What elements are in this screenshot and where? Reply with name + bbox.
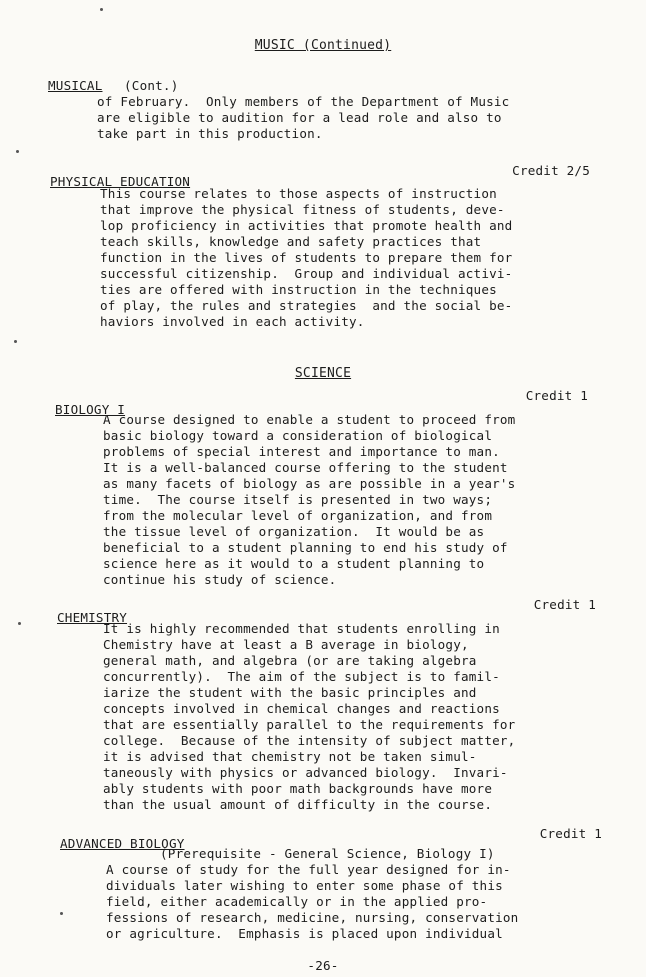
musical-line: of February. Only members of the Department of Music xyxy=(97,94,510,109)
physical-education-line: teach skills, knowledge and safety practices that xyxy=(100,234,482,249)
science-section-title: SCIENCE xyxy=(294,366,352,381)
page-number: -26- xyxy=(307,958,339,973)
physical-education-line: lop proficiency in activities that promote health and xyxy=(100,218,513,233)
chemistry-heading: CHEMISTRY xyxy=(57,610,128,625)
physical-education-line: haviors involved in each activity. xyxy=(100,314,365,329)
advanced-biology-line: or agriculture. Emphasis is placed upon individual xyxy=(106,926,503,941)
advanced-biology-credit: Credit 1 xyxy=(539,826,602,841)
biology-1-line: from the molecular level of organization, and from xyxy=(103,508,493,523)
chemistry-line: college. Because of the intensity of subject matter, xyxy=(103,733,516,748)
biology-1-credit: Credit 1 xyxy=(525,388,588,403)
musical-line: take part in this production. xyxy=(97,126,323,141)
musical-heading: MUSICAL xyxy=(48,78,103,93)
physical-education-credit: Credit 2/5 xyxy=(512,163,590,178)
advanced-biology-heading: ADVANCED BIOLOGY xyxy=(60,836,185,851)
chemistry-line: ably students with poor math backgrounds have more xyxy=(103,781,493,796)
advanced-biology-line: dividuals later wishing to enter some phase of this xyxy=(106,878,503,893)
chemistry-line: concepts involved in chemical changes and reactions xyxy=(103,701,500,716)
chemistry-line: taneously with physics or advanced biology. Invari- xyxy=(103,765,508,780)
chemistry-line: than the usual amount of difficulty in the course. xyxy=(103,797,493,812)
chemistry-line: iarize the student with the basic principles and xyxy=(103,685,477,700)
physical-education-line: ties are offered with instruction in the techniques xyxy=(100,282,497,297)
physical-education-line: function in the lives of students to prepare them for xyxy=(100,250,513,265)
biology-1-heading: BIOLOGY I xyxy=(55,402,126,417)
biology-1-line: continue his study of science. xyxy=(103,572,337,587)
biology-1-line: the tissue level of organization. It would be as xyxy=(103,524,485,539)
chemistry-line: Chemistry have at least a B average in biology, xyxy=(103,637,469,652)
advanced-biology-line: fessions of research, medicine, nursing, conservation xyxy=(106,910,519,925)
scan-speck xyxy=(14,340,17,343)
advanced-biology-prerequisite: (Prerequisite - General Science, Biology I) xyxy=(160,846,495,861)
advanced-biology-line: A course of study for the full year designed for in- xyxy=(106,862,511,877)
chemistry-line: It is highly recommended that students enrolling in xyxy=(103,621,500,636)
physical-education-line: of play, the rules and strategies and the social be- xyxy=(100,298,513,313)
chemistry-credit: Credit 1 xyxy=(533,597,596,612)
scan-speck xyxy=(100,8,103,11)
biology-1-line: A course designed to enable a student to proceed from xyxy=(103,412,516,427)
biology-1-line: time. The course itself is presented in two ways; xyxy=(103,492,493,507)
advanced-biology-line: field, either academically or in the applied pro- xyxy=(106,894,488,909)
musical-heading-suffix: (Cont.) xyxy=(124,78,179,93)
biology-1-line: beneficial to a student planning to end his study of xyxy=(103,540,508,555)
page-title: MUSIC (Continued) xyxy=(254,38,392,53)
biology-1-line: problems of special interest and importance to man. xyxy=(103,444,500,459)
scan-speck xyxy=(16,150,19,153)
physical-education-line: This course relates to those aspects of instruction xyxy=(100,186,497,201)
musical-line: are eligible to audition for a lead role and also to xyxy=(97,110,502,125)
physical-education-line: that improve the physical fitness of students, deve- xyxy=(100,202,505,217)
physical-education-heading: PHYSICAL EDUCATION xyxy=(50,174,191,189)
scan-speck xyxy=(60,912,63,915)
biology-1-line: basic biology toward a consideration of biological xyxy=(103,428,493,443)
biology-1-line: science here as it would to a student planning to xyxy=(103,556,485,571)
biology-1-line: It is a well-balanced course offering to the student xyxy=(103,460,508,475)
biology-1-line: as many facets of biology as are possible in a year's xyxy=(103,476,516,491)
physical-education-line: successful citizenship. Group and individual activi- xyxy=(100,266,513,281)
chemistry-line: that are essentially parallel to the requirements for xyxy=(103,717,516,732)
chemistry-line: concurrently). The aim of the subject is to famil- xyxy=(103,669,500,684)
chemistry-line: general math, and algebra (or are taking algebra xyxy=(103,653,477,668)
scan-speck xyxy=(18,622,21,625)
chemistry-line: it is advised that chemistry not be taken simul- xyxy=(103,749,477,764)
